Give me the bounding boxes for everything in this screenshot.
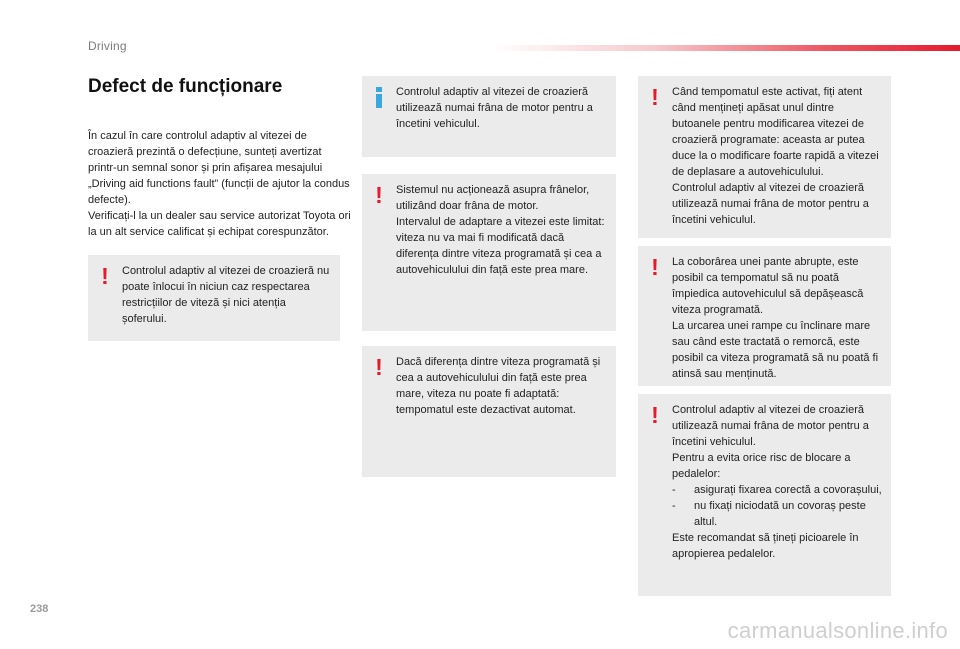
warning-text-line-1: Sistemul nu acționează asupra frânelor, utilizând doar frâna de motor. [396,184,590,212]
warning-text-line-1: Când tempomatul este activat, fiți atent când mențineți apăsat unul dintre butoanele pentru modificarea vitezei de croazieră programate: aceasta ar putea duce la o modificare foarte rapidă a vitezei de deplasare a autovehiculului. [672,86,879,178]
intro-text [88,128,353,240]
list-dash: - [672,500,676,512]
page-title: Defect de funcționare [88,76,283,97]
header-accent-bar [490,45,960,51]
list-item [672,498,883,530]
list-item [672,482,883,498]
info-icon [373,86,385,108]
warning-icon: ! [651,402,659,428]
warning-text-line-2: Controlul adaptiv al vitezei de croazieră utilizează numai frâna de motor pentru a încetini vehiculul. [672,182,869,226]
warning-text-line-2: Intervalul de adaptare a vitezei este limitat: viteza nu va mai fi modificată dacă diferența dintre viteza programată și cea a autovehiculului din față este prea mare. [396,216,605,276]
warning-text-line-1: Controlul adaptiv al vitezei de croazieră utilizează numai frâna de motor pentru a încetini vehiculul. [672,404,869,448]
warning-text-line-2: La urcarea unei rampe cu înclinare mare sau când este tractată o remorcă, este posibil ca viteza programată să nu poată fi atinsă sau menținută. [672,320,879,380]
page-number: 238 [30,603,49,615]
warning-text: Dacă diferența dintre viteza programată și cea a autovehiculului din față este prea mare, viteza nu poate fi adaptată: tempomatul este dezactivat automat. [396,356,601,416]
warning-box-middle-2 [362,346,616,477]
warning-text-line-2: Pentru a evita orice risc de blocare a pedalelor: [672,452,851,480]
warning-icon: ! [375,354,383,380]
warning-box-right-2 [638,246,891,386]
warning-box-left [88,255,340,341]
list-item-text: asigurați fixarea corectă a covorașului, [694,484,882,496]
intro-paragraph-2: Verificați-l la un dealer sau service autorizat Toyota ori la un alt service calificat și echipat corespunzător. [88,210,351,238]
warning-box-right-1 [638,76,891,238]
warning-icon: ! [651,254,659,280]
warning-text-line-1: La coborârea unei pante abrupte, este posibil ca tempomatul să nu poată împiedica autovehiculul să depășească viteza programată. [672,256,864,316]
info-box-middle [362,76,616,157]
warning-text: Controlul adaptiv al vitezei de croazieră nu poate înlocui în niciun caz respectarea restricțiilor de viteză și nici atenția șoferului. [122,265,330,325]
warning-icon: ! [375,182,383,208]
section-label: Driving [88,39,127,53]
warning-icon: ! [101,263,109,289]
warning-box-middle-1 [362,174,616,331]
warning-icon: ! [651,84,659,110]
info-text: Controlul adaptiv al vitezei de croazieră utilizează numai frâna de motor pentru a încetini vehiculul. [396,86,593,130]
list-dash: - [672,484,676,496]
intro-paragraph-1: În cazul în care controlul adaptiv al vitezei de croazieră prezintă o defecțiune, sunteți avertizat printr-un semnal sonor și prin afișarea mesajului „Driving aid functions fault” (funcții de ajutor la condus defecte). [88,130,350,206]
watermark: carmanualsonline.info [727,618,948,643]
warning-text-line-3: Este recomandat să țineți picioarele în apropierea pedalelor. [672,532,859,560]
warning-box-right-3 [638,394,891,596]
list-item-text: nu fixați niciodată un covoraș peste altul. [694,500,866,528]
